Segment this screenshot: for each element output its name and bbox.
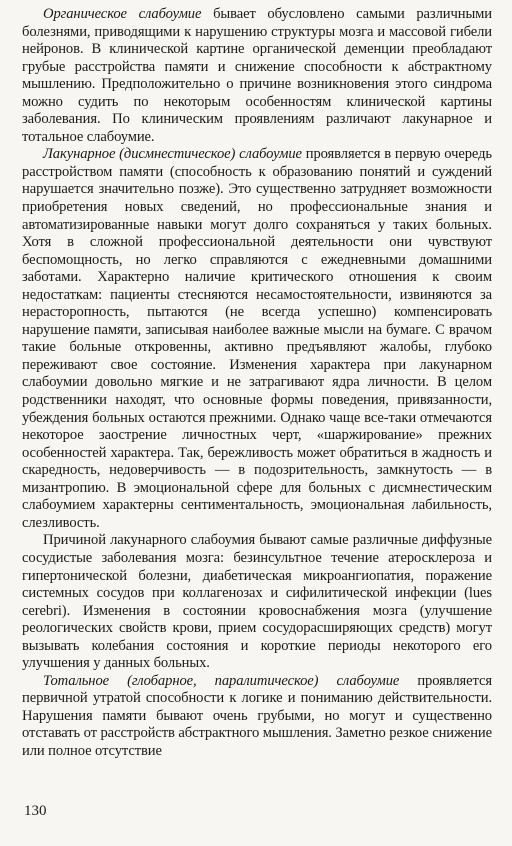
paragraph-text: бывает обусловлено самыми различными болезнями, приводящими к нарушению структуры мозга и массовой гибели нейронов. В клинической картине органической деменции преобладают грубые расстройства памяти и снижение способности к абстрактному мышлению. Предположительно о причине возникновения этого синдрома можно судить по некоторым особенностям клинической картины заболевания. По клиническим проявлениям различают лакунарное и тотальное слабоумие. [22,6,492,145]
page-body-text [22,6,492,761]
paragraph-lacunar-causes [22,532,492,672]
paragraph-text: Причиной лакунарного слабоумия бывают самые различные диффузные сосудистые заболевания мозга: безинсультное течение атеросклероза и гипертонической болезни, диабетическая микроангиопатия, поражение системных сосудов при коллагенозах и сифилитической инфекции (lues cerebri). Изменения в состоянии кровоснабжения мозга (улучшение реологических свойств крови, прием сосудорасширяющих средств) могут вызывать колебания состояния и короткие периоды некоторого его улучшения у данных больных. [22,532,492,672]
paragraph-total-dementia [22,673,492,761]
paragraph-lacunar-dementia [22,146,492,532]
paragraph-text: проявляется в первую очередь расстройством памяти (способность к образованию понятий и суждений нарушается значительно позже). Это существенно затрудняет возможности приобретения новых сведений, но профессиональные знания и автоматизированные навыки могут долго сохраняться у таких больных. Хотя в сложной профессиональной деятельности они чувствуют беспомощность, но легко справляются с ежедневными домашними заботами. Характерно наличие критического отношения к своим недостаткам: пациенты стесняются несамостоятельности, извиняются за нерасторопность, пытаются (не всегда успешно) компенсировать нарушение памяти, записывая наиболее важные мысли на бумаге. С врачом такие больные откровенны, активно предъявляют жалобы, глубоко переживают свое состояние. Изменения характера при лакунарном слабоумии довольно мягкие и не затрагивают ядра личности. В целом родственники находят, что основные формы поведения, привязанности, убеждения больных остаются прежними. Однако чаще все-таки отмечаются некоторое заострение личностных черт, «шаржирование» прежних особенностей характера. Так, бережливость может обратиться в жадность и скаредность, недоверчивость — в подозрительность, замкнутость — в мизантропию. В эмоциональной сфере для больных с дисмнестическим слабоумием характерны сентиментальность, эмоциональная лабильность, слезливость. [22,146,492,531]
paragraph-organic-dementia [22,6,492,146]
paragraph-text: проявляется первичной утратой способности к логике и пониманию действительности. Нарушения памяти бывают очень грубыми, но могут и существенно отставать от расстройств абстрактного мышления. Заметно резкое снижение или полное отсутствие [22,672,492,759]
page-number: 130 [24,803,47,819]
term-lacunar-dementia: Лакунарное (дисмнестическое) слабоумие [43,146,302,163]
term-total-dementia: Тотальное (глобарное, паралитическое) слабоумие [43,672,400,689]
term-organic-dementia: Органическое слабоумие [43,6,202,22]
